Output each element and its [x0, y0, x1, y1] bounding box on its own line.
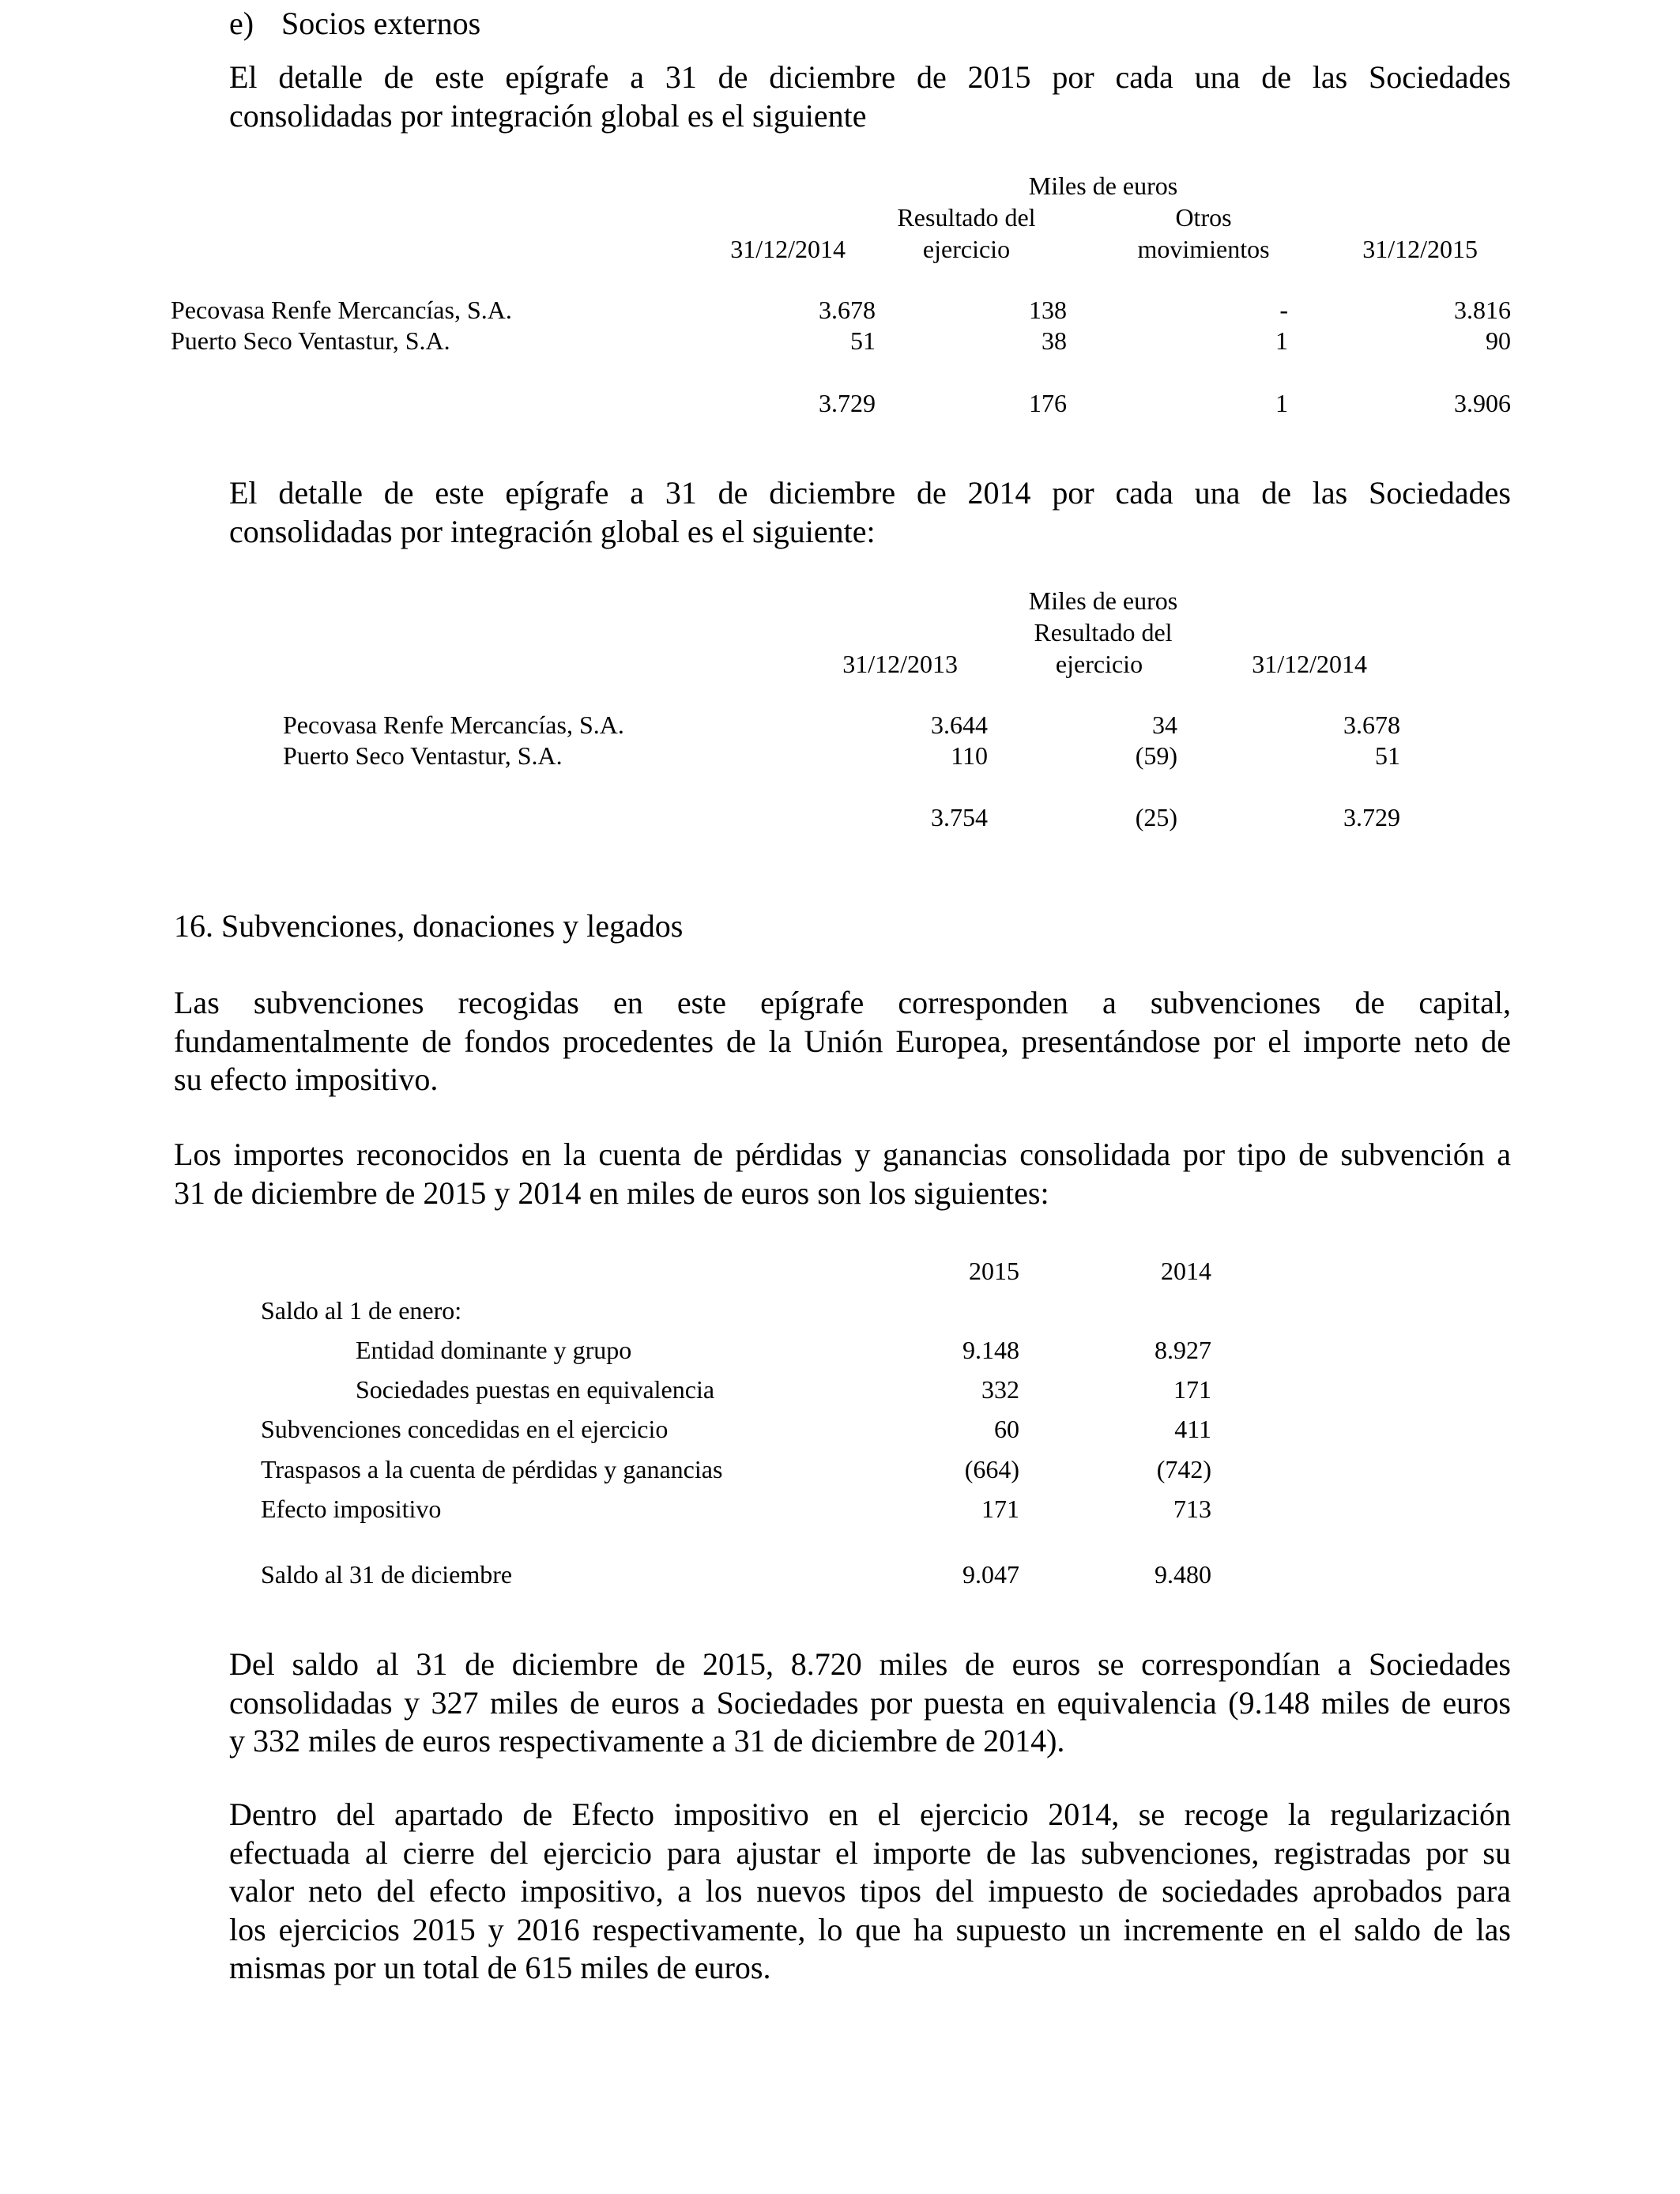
table-2014-header-result-2: ejercicio [1055, 650, 1143, 678]
table-2015-header-col1: 31/12/2014 [730, 235, 846, 263]
table-2014-header-result-1: Resultado del [1034, 618, 1173, 647]
table-2014-group-header: Miles de euros [1028, 586, 1178, 615]
para-subvenciones-2: Los importes reconocidos en la cuenta de pérdidas y ganancias consolidada por tipo de subvención a 31 de diciembre de 2015 y 2014 en miles de euros son los siguientes: [174, 1137, 1511, 1211]
table-subv-header-2014: 2014 [1161, 1257, 1211, 1285]
para-2015-intro: El detalle de este epígrafe a 31 de diciembre de 2015 por cada una de las Sociedades consolidadas por integración global es el siguiente [229, 59, 1511, 134]
para-saldo: Del saldo al 31 de diciembre de 2015, 8.720 miles de euros se correspondían a Sociedades consolidadas y 327 miles de euros a Sociedades por puesta en equivalencia (9.148 miles de euros y 332 miles de euros respectivamente a 31 de diciembre de 2014). [229, 1646, 1511, 1759]
table-2015-group-header: Miles de euros [1028, 172, 1178, 200]
table-2015-header-result-2: ejercicio [922, 235, 1011, 263]
section-e-title: Socios externos [281, 6, 481, 41]
para-subvenciones-1: Las subvenciones recogidas en este epígrafe corresponden a subvenciones de capital, fundamentalmente de fondos procedentes de la Unión Europea, presentándose por el importe neto de su efecto impositivo. [174, 985, 1511, 1097]
table-2015-header-otros-2: movimientos [1137, 235, 1270, 263]
section-16-title: 16. Subvenciones, donaciones y legados [174, 908, 684, 944]
table-2015-header-col4: 31/12/2015 [1362, 235, 1478, 263]
section-e-label: e) [229, 6, 254, 41]
table-2014-header-col1: 31/12/2013 [842, 650, 958, 678]
table-2015-header-otros-1: Otros [1175, 203, 1232, 232]
table-2015-header-result-1: Resultado del [897, 203, 1036, 232]
para-efecto-impositivo: Dentro del apartado de Efecto impositivo en el ejercicio 2014, se recoge la regularización efectuada al cierre del ejercicio para ajustar el importe de las subvenciones, registradas por su valor neto del efecto impositivo, a los nuevos tipos del impuesto de sociedades aprobados para los ejercicios 2015 y 2016 respectivamente, lo que ha supuesto un incremente en el saldo de las mismas por un total de 615 miles de euros. [229, 1796, 1511, 1985]
table-2014-header-col3: 31/12/2014 [1252, 650, 1367, 678]
para-2014-intro: El detalle de este epígrafe a 31 de diciembre de 2014 por cada una de las Sociedades consolidadas por integración global es el siguiente: [229, 475, 1511, 549]
table-subv-header-2015: 2015 [969, 1257, 1019, 1285]
